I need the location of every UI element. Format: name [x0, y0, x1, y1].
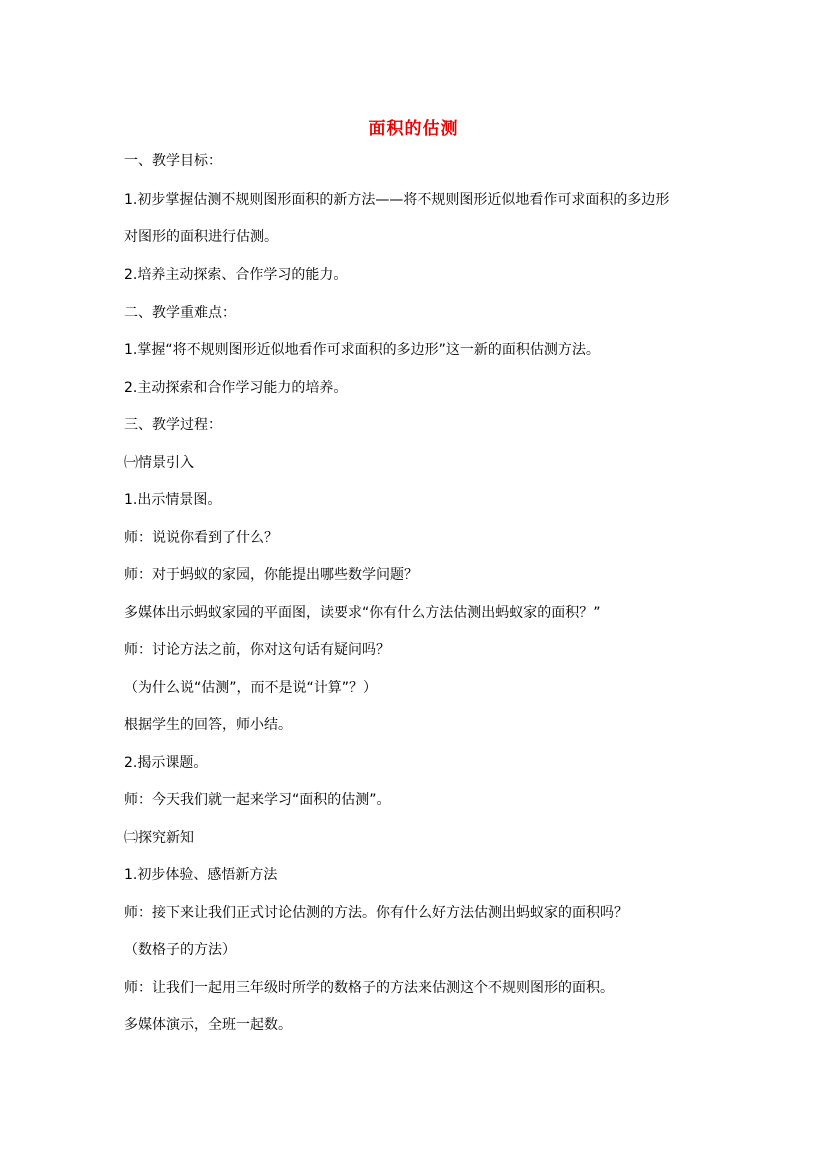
paragraph-line: 师：说说你看到了什么？: [124, 530, 278, 546]
paragraph-line: 师：对于蚂蚁的家园，你能提出哪些数学问题？: [124, 567, 418, 583]
paragraph-line: 2.揭示课题。: [124, 755, 208, 771]
paragraph-line: 对图形的面积进行估测。: [124, 229, 278, 245]
paragraph-line: 1.初步体验、感悟新方法: [124, 867, 278, 883]
paragraph-line: （数格子的方法）: [124, 942, 236, 958]
paragraph-line: 师：让我们一起用三年级时所学的数格子的方法来估测这个不规则图形的面积。: [124, 980, 614, 996]
paragraph-line: 多媒体出示蚂蚁家园的平面图，读要求“你有什么方法估测出蚂蚁家的面积？”: [124, 605, 601, 621]
paragraph-line: 多媒体演示，全班一起数。: [124, 1017, 292, 1033]
subheading-intro: ㈠情景引入: [124, 455, 194, 471]
paragraph-line: 师：接下来让我们正式讨论估测的方法。你有什么好方法估测出蚂蚁家的面积吗？: [124, 905, 628, 921]
paragraph-line: 1.出示情景图。: [124, 492, 222, 508]
heading-process: 三、教学过程：: [124, 417, 222, 433]
document-title: 面积的估测: [368, 119, 459, 139]
paragraph-line: 1.掌握“将不规则图形近似地看作可求面积的多边形”这一新的面积估测方法。: [124, 342, 600, 358]
paragraph-line: 根据学生的回答，师小结。: [124, 717, 292, 733]
heading-key-points: 二、教学重难点：: [124, 305, 236, 321]
paragraph-line: （为什么说“估测”，而不是说“计算”？）: [124, 680, 378, 696]
heading-objectives: 一、教学目标：: [124, 153, 222, 169]
paragraph-line: 师：讨论方法之前，你对这句话有疑问吗？: [124, 642, 390, 658]
subheading-explore: ㈡探究新知: [124, 830, 194, 846]
paragraph-line: 2.培养主动探索、合作学习的能力。: [124, 267, 348, 283]
paragraph-line: 1.初步掌握估测不规则图形面积的新方法——将不规则图形近似地看作可求面积的多边形: [124, 192, 670, 208]
paragraph-line: 师：今天我们就一起来学习“面积的估测”。: [124, 792, 391, 808]
paragraph-line: 2.主动探索和合作学习能力的培养。: [124, 380, 348, 396]
